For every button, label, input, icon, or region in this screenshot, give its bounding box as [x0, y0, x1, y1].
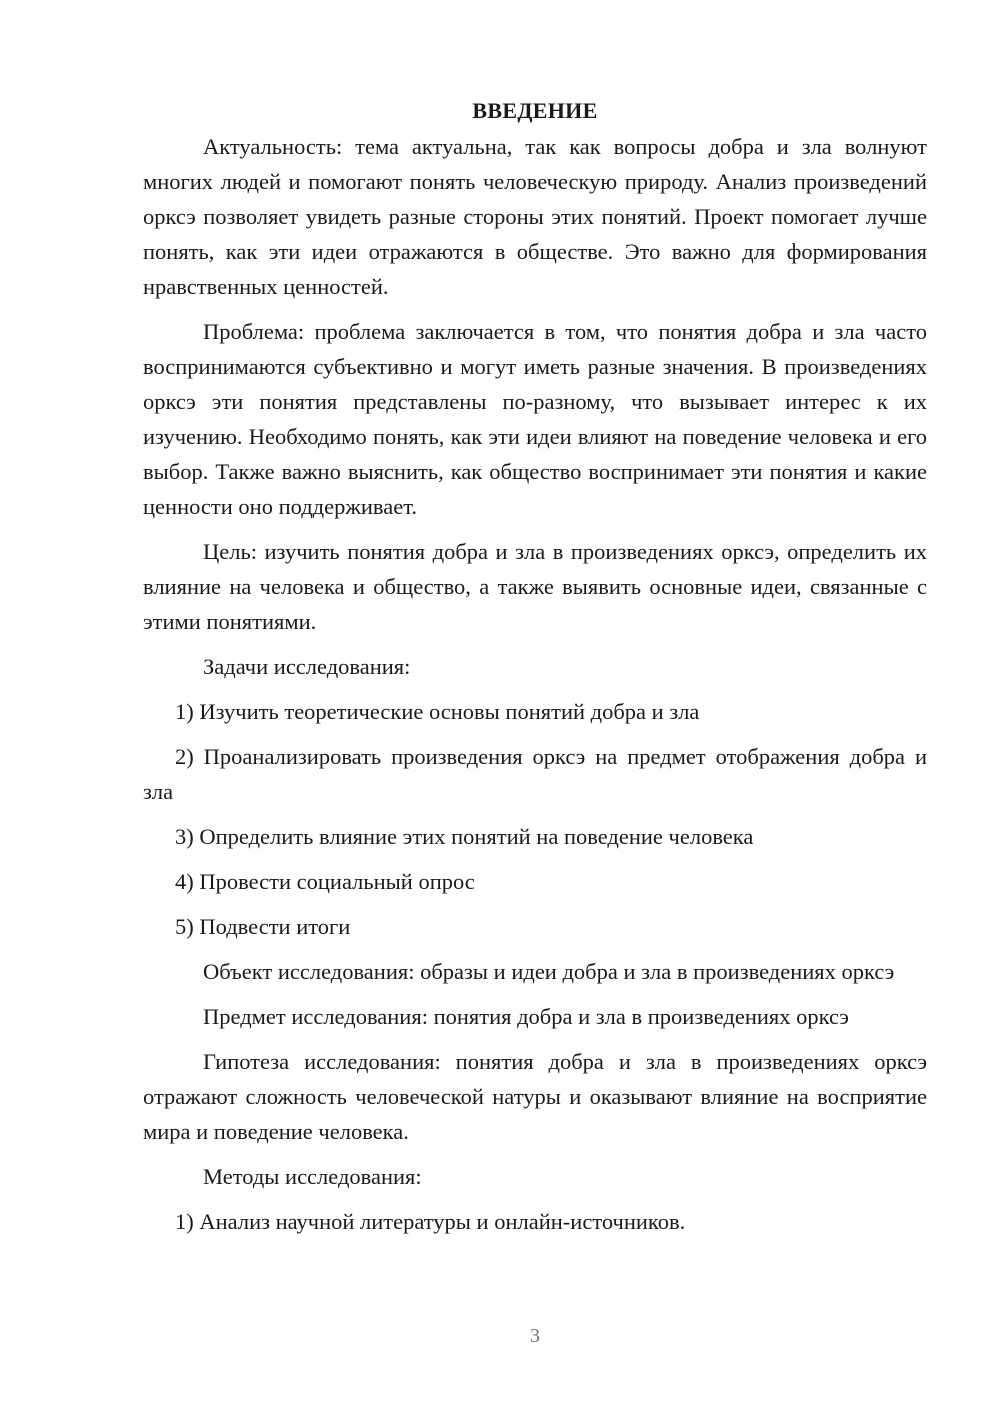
paragraph-goal: Цель: изучить понятия добра и зла в произведениях орксэ, определить их влияние на человека и общество, а также выявить основные идеи, связанные с этими понятиями.	[143, 539, 927, 634]
paragraph-subject: Предмет исследования: понятия добра и зла в произведениях орксэ	[203, 1004, 849, 1029]
task-item-1: 1) Изучить теоретические основы понятий добра и зла	[175, 699, 700, 724]
task-item-3: 3) Определить влияние этих понятий на поведение человека	[175, 824, 754, 849]
task-item-5: 5) Подвести итоги	[175, 914, 351, 939]
paragraph-relevance: Актуальность: тема актуальна, так как вопросы добра и зла волнуют многих людей и помогают понять человеческую природу. Анализ произведений орксэ позволяет увидеть разные стороны этих понятий. Проект помогает лучше понять, как эти идеи отражаются в обществе. Это важно для формирования нравственных ценностей.	[143, 134, 927, 299]
task-item-2: 2) Проанализировать произведения орксэ на предмет отображения добра и зла	[143, 744, 927, 804]
document-page	[143, 95, 927, 1249]
paragraph-hypothesis: Гипотеза исследования: понятия добра и зла в произведениях орксэ отражают сложность человеческой натуры и оказывают влияние на восприятие мира и поведение человека.	[143, 1049, 927, 1144]
paragraph-problem: Проблема: проблема заключается в том, что понятия добра и зла часто воспринимаются субъективно и могут иметь разные значения. В произведениях орксэ эти понятия представлены по-разному, что вызывает интерес к их изучению. Необходимо понять, как эти идеи влияют на поведение человека и его выбор. Также важно выяснить, как общество воспринимает эти понятия и какие ценности оно поддерживает.	[143, 319, 927, 519]
paragraph-object: Объект исследования: образы и идеи добра и зла в произведениях орксэ	[203, 959, 895, 984]
page-title: ВВЕДЕНИЕ	[472, 98, 598, 123]
method-item-1: 1) Анализ научной литературы и онлайн-источников.	[175, 1209, 686, 1234]
task-item-4: 4) Провести социальный опрос	[175, 869, 475, 894]
page-number: 3	[530, 1325, 540, 1347]
paragraph-methods-heading: Методы исследования:	[203, 1164, 422, 1189]
paragraph-tasks-heading: Задачи исследования:	[203, 654, 411, 679]
